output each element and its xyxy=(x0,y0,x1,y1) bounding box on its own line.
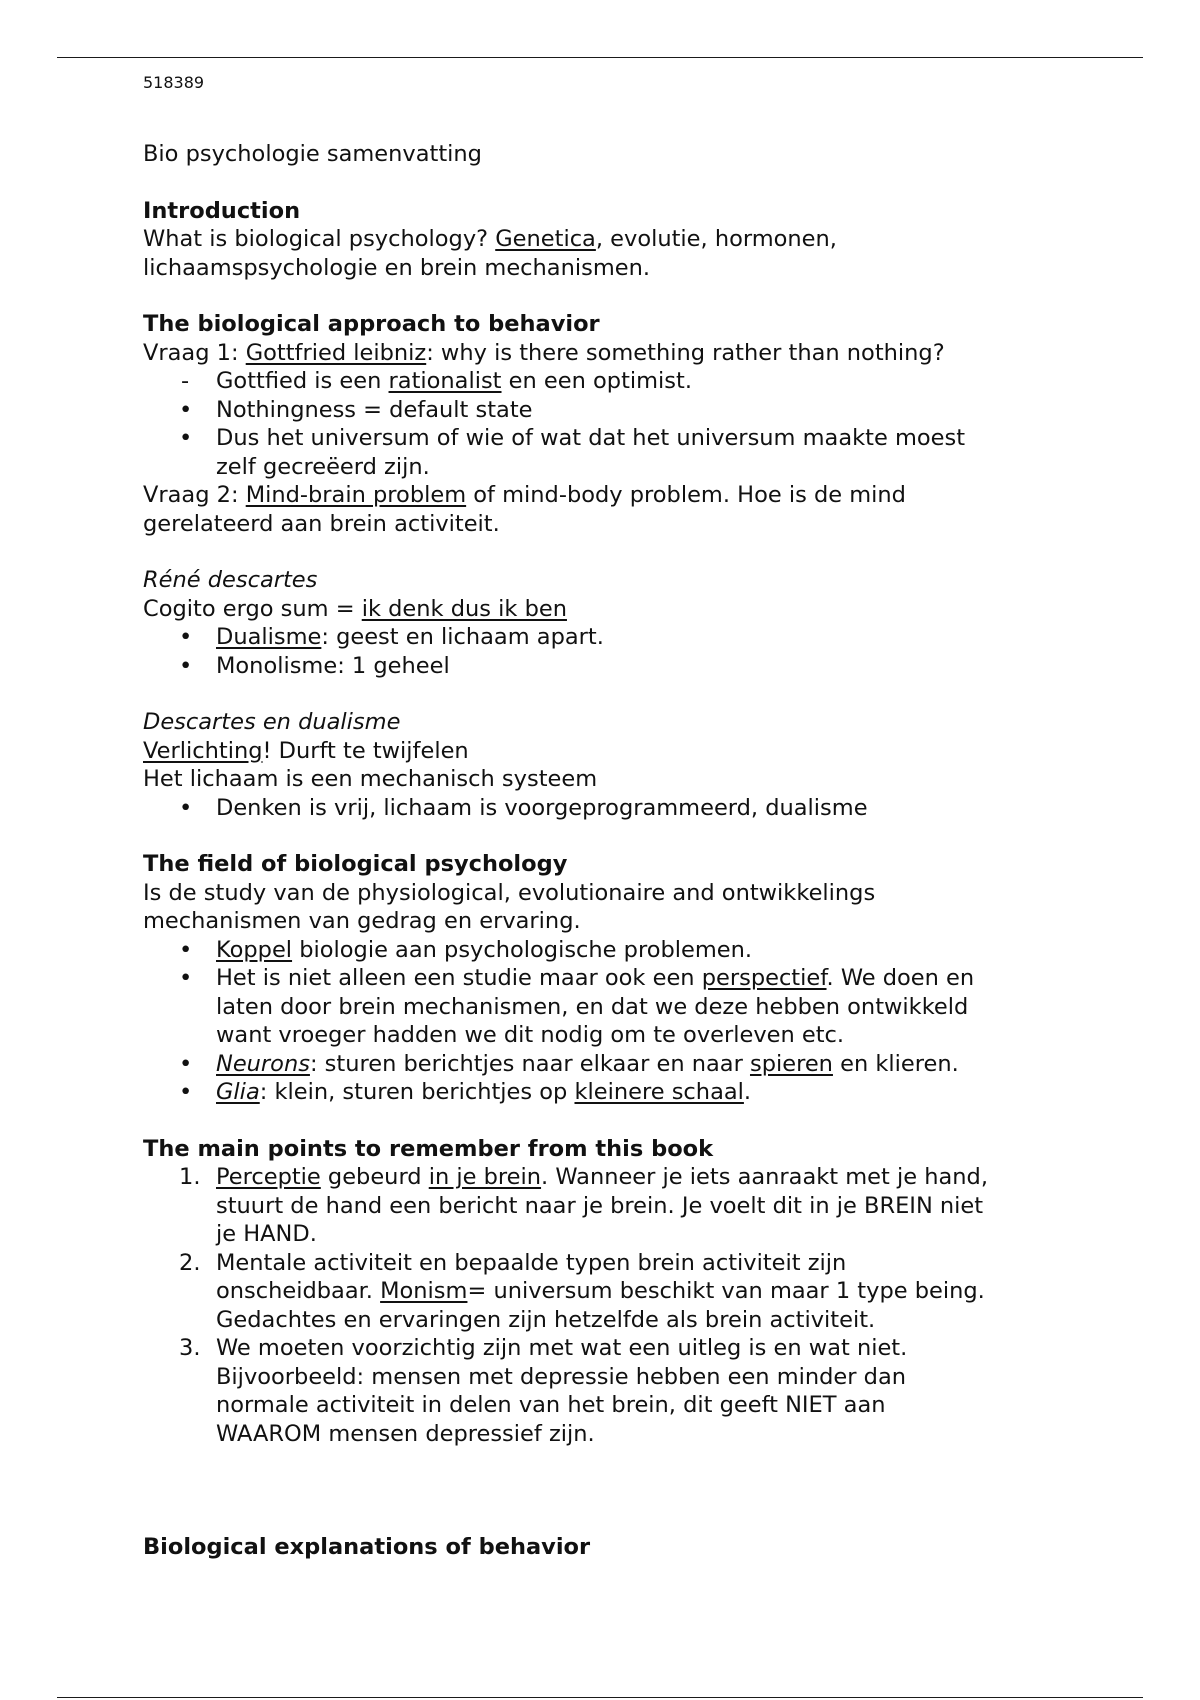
heading-field: The field of biological psychology xyxy=(143,851,568,877)
list-item: 1. Perceptie gebeurd in je brein. Wanneer je iets aanraakt met je hand, stuurt de hand een bericht naar je brein. Je voelt dit in je BREIN niet je HAND. xyxy=(179,1164,988,1247)
question-1: Vraag 1: Gottfried leibniz: why is there something rather than nothing? xyxy=(143,339,945,366)
field-list xyxy=(143,936,1063,1107)
list-item: • Denken is vrij, lichaam is voorgeprogrammeerd, dualisme xyxy=(179,794,868,821)
list-item: 2. Mentale activiteit en bepaalde typen brein activiteit zijn onscheidbaar. Monism= universum beschikt van maar 1 type being. Gedachtes en ervaringen zijn hetzelfde als brein activiteit. xyxy=(179,1249,985,1333)
top-rule xyxy=(57,57,1143,58)
heading-introduction: Introduction xyxy=(143,197,301,224)
dualism-list xyxy=(143,794,1063,823)
list-item: • Neurons: sturen berichtjes naar elkaar en naar spieren en klieren. xyxy=(179,1050,959,1077)
dualism-line-1: Verlichting! Durft te twijfelen xyxy=(143,737,469,764)
list-item: • Dus het universum of wie of wat dat het universum maakte moest zelf gecreëerd zijn. xyxy=(179,425,966,480)
document-title: Bio psychologie samenvatting xyxy=(143,141,482,167)
heading-main-points: The main points to remember from this book xyxy=(143,1135,714,1162)
list-item: • Koppel biologie aan psychologische problemen. xyxy=(179,936,753,963)
heading-descartes-dualisme: Descartes en dualisme xyxy=(143,709,401,735)
list-item: • Glia: klein, sturen berichtjes op kleinere schaal. xyxy=(179,1079,752,1105)
question-2: Vraag 2: Mind-brain problem of mind-body problem. Hoe is de mind xyxy=(143,482,906,508)
cogito-line: Cogito ergo sum = ik denk dus ik ben xyxy=(143,595,567,622)
heading-biological-approach: The biological approach to behavior xyxy=(143,311,600,337)
list-item: - Gottfied is een rationalist en een optimist. xyxy=(181,368,693,394)
document-body xyxy=(143,140,1063,1562)
dualism-line-2: Het lichaam is een mechanisch systeem xyxy=(143,766,598,792)
list-item: • Dualisme: geest en lichaam apart. xyxy=(179,624,604,650)
list-item: • Het is niet alleen een studie maar ook een perspectief. We doen en laten door brein mechanismen, en dat we deze hebben ontwikkeld want vroeger hadden we dit nodig om te overleven etc. xyxy=(179,965,975,1048)
question-2-line-2: gerelateerd aan brein activiteit. xyxy=(143,510,500,537)
list-item: • Nothingness = default state xyxy=(179,396,533,423)
intro-line-1: What is biological psychology? Genetica, evolutie, hormonen, xyxy=(143,226,837,252)
heading-biological-explanations: Biological explanations of behavior xyxy=(143,1534,591,1560)
bottom-rule xyxy=(57,1697,1143,1698)
list-item: • Monolisme: 1 geheel xyxy=(179,652,450,679)
field-line-1: Is de study van de physiological, evolutionaire and ontwikkelings xyxy=(143,879,876,906)
document-id: 518389 xyxy=(143,73,205,92)
heading-rene-descartes: Réné descartes xyxy=(143,567,318,593)
list-item: 3. We moeten voorzichtig zijn met wat een uitleg is en wat niet. Bijvoorbeeld: mensen met depressie hebben een minder dan normale activiteit in delen van het brein, dit geeft NIET aan WAAROM mensen depressief zijn. xyxy=(179,1335,908,1447)
intro-line-2: lichaamspsychologie en brein mechanismen. xyxy=(143,254,650,281)
field-line-2: mechanismen van gedrag en ervaring. xyxy=(143,908,581,934)
descartes-list xyxy=(143,623,1063,680)
main-points-list xyxy=(143,1163,1063,1448)
approach-list xyxy=(143,367,1063,481)
